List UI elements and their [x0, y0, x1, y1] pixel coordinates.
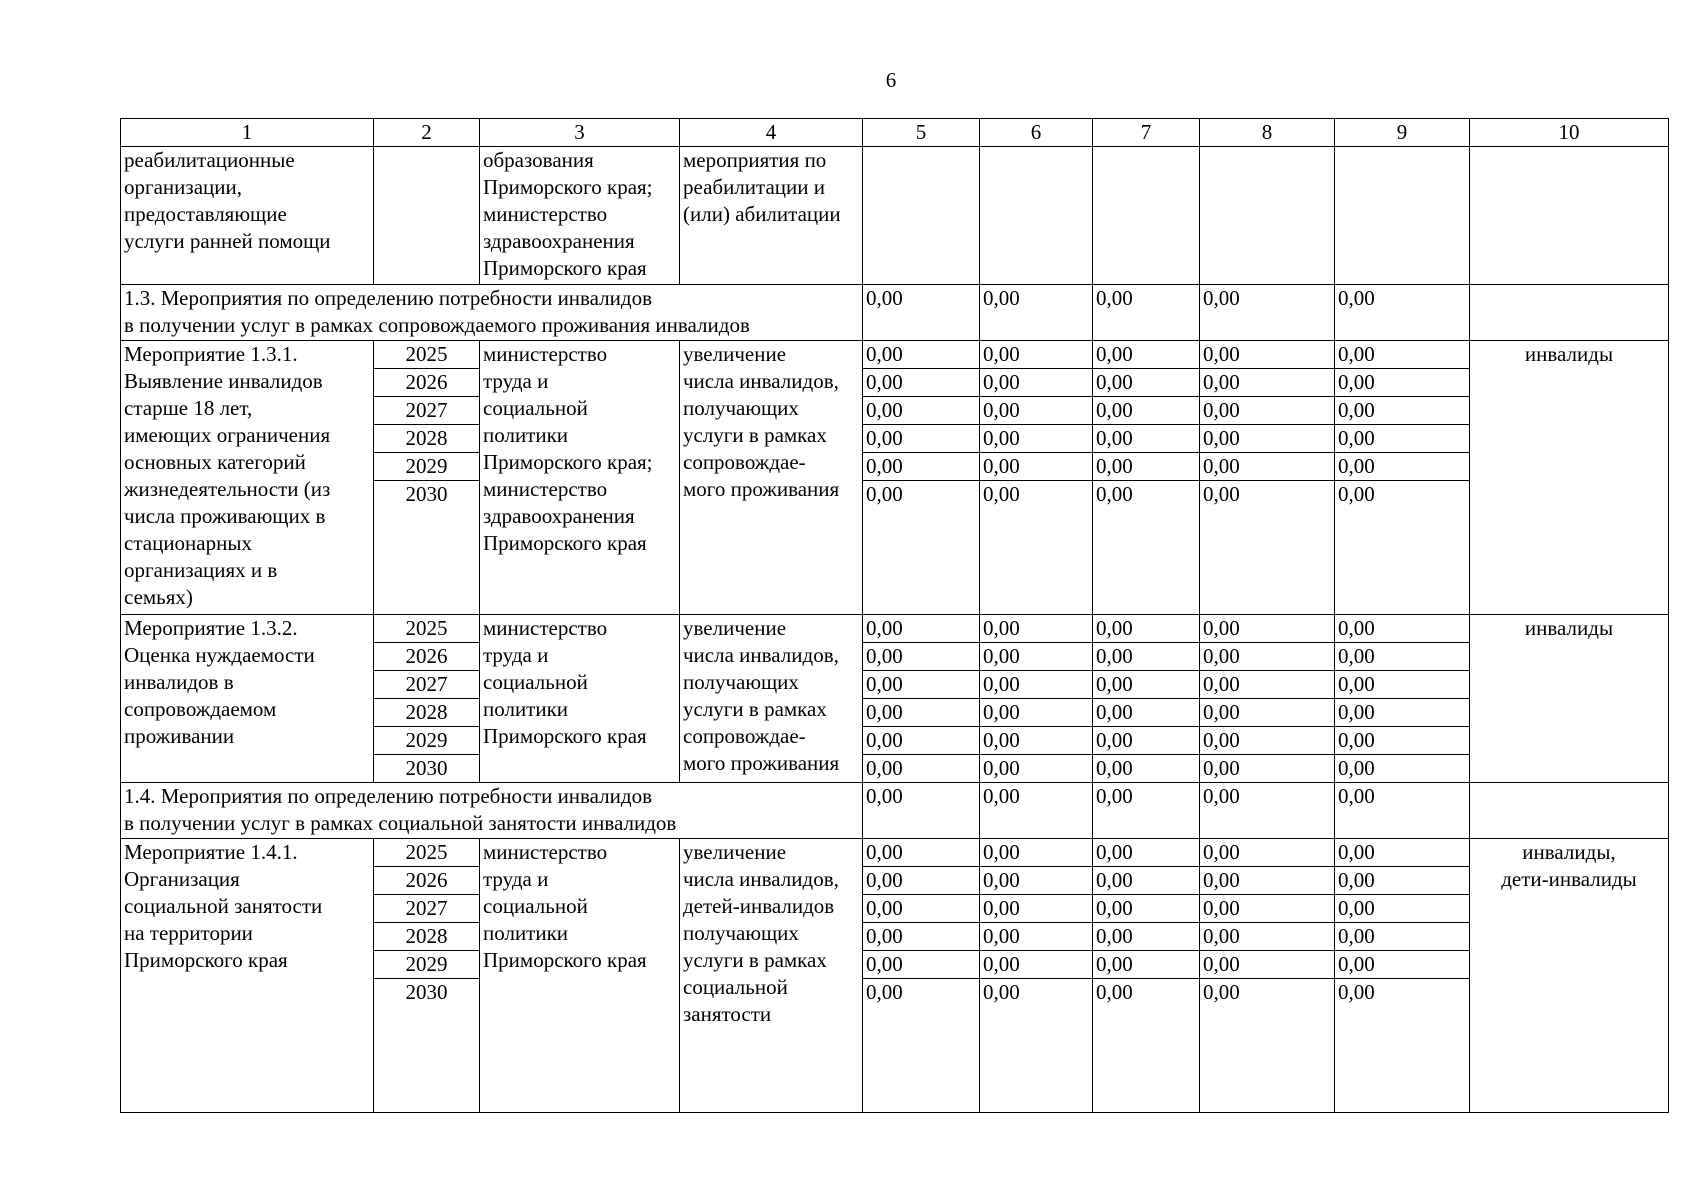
value-cell: 0,00	[863, 699, 980, 727]
year-cell: 2025	[374, 615, 480, 643]
value-cell: 0,00	[980, 643, 1093, 671]
value-cell: 0,00	[863, 839, 980, 867]
year-cell: 2030	[374, 481, 480, 615]
header-cell: 4	[680, 119, 863, 147]
value-cell: 0,00	[863, 615, 980, 643]
header-cell: 1	[121, 119, 374, 147]
value-cell: 0,00	[980, 951, 1093, 979]
header-cell: 8	[1200, 119, 1335, 147]
value-cell: 0,00	[1200, 671, 1335, 699]
value-cell: 0,00	[1335, 615, 1470, 643]
value-cell: 0,00	[980, 615, 1093, 643]
value-cell: 0,00	[1335, 453, 1470, 481]
value-cell: 0,00	[1200, 341, 1335, 369]
value-cell: 0,00	[1093, 755, 1200, 783]
header-cell: 2	[374, 119, 480, 147]
value-cell: 0,00	[980, 671, 1093, 699]
value-cell: 0,00	[1335, 481, 1470, 615]
year-cell: 2028	[374, 699, 480, 727]
value-cell: 0,00	[1093, 867, 1200, 895]
page-number: 6	[885, 68, 897, 92]
empty-cell	[1200, 147, 1335, 285]
value-cell: 0,00	[1200, 783, 1335, 839]
year-cell: 2026	[374, 643, 480, 671]
year-cell: 2025	[374, 341, 480, 369]
value-cell: 0,00	[980, 699, 1093, 727]
value-cell: 0,00	[863, 727, 980, 755]
value-cell: 0,00	[1093, 895, 1200, 923]
value-cell: 0,00	[1335, 671, 1470, 699]
value-cell: 0,00	[1335, 923, 1470, 951]
value-cell: 0,00	[1200, 643, 1335, 671]
year-cell: 2027	[374, 397, 480, 425]
value-cell: 0,00	[1200, 839, 1335, 867]
year-cell: 2029	[374, 951, 480, 979]
value-cell: 0,00	[980, 783, 1093, 839]
value-cell: 0,00	[863, 369, 980, 397]
value-cell: 0,00	[1093, 923, 1200, 951]
measure-executor: министерство труда и социальной политики Приморского края	[480, 615, 680, 783]
value-cell: 0,00	[1200, 285, 1335, 341]
value-cell: 0,00	[1093, 341, 1200, 369]
value-cell: 0,00	[863, 979, 980, 1113]
value-cell: 0,00	[863, 453, 980, 481]
value-cell: 0,00	[863, 895, 980, 923]
measure-target: инвалиды, дети-инвалиды	[1470, 839, 1669, 1113]
value-cell: 0,00	[1200, 369, 1335, 397]
value-cell: 0,00	[863, 341, 980, 369]
value-cell: 0,00	[1093, 369, 1200, 397]
measure-target: инвалиды	[1470, 341, 1669, 615]
value-cell: 0,00	[1200, 895, 1335, 923]
value-cell: 0,00	[1335, 867, 1470, 895]
value-cell: 0,00	[863, 425, 980, 453]
section-title: 1.3. Мероприятия по определению потребности инвалидов в получении услуг в рамках сопровождаемого проживания инвалидов	[121, 285, 863, 341]
value-cell: 0,00	[1200, 867, 1335, 895]
header-cell: 9	[1335, 119, 1470, 147]
value-cell: 0,00	[980, 341, 1093, 369]
value-cell: 0,00	[980, 923, 1093, 951]
empty-cell	[1470, 285, 1669, 341]
value-cell: 0,00	[1335, 643, 1470, 671]
year-cell: 2030	[374, 755, 480, 783]
value-cell: 0,00	[1200, 755, 1335, 783]
value-cell: 0,00	[1093, 285, 1200, 341]
measure-executor: министерство труда и социальной политики Приморского края; министерство здравоохранения Приморского края	[480, 341, 680, 615]
section-title: 1.4. Мероприятия по определению потребности инвалидов в получении услуг в рамках социальной занятости инвалидов	[121, 783, 863, 839]
value-cell: 0,00	[863, 783, 980, 839]
empty-cell	[374, 147, 480, 285]
value-cell: 0,00	[1335, 755, 1470, 783]
year-cell: 2027	[374, 671, 480, 699]
empty-cell	[1093, 147, 1200, 285]
value-cell: 0,00	[980, 839, 1093, 867]
value-cell: 0,00	[1200, 699, 1335, 727]
value-cell: 0,00	[1093, 671, 1200, 699]
value-cell: 0,00	[1335, 895, 1470, 923]
empty-cell	[863, 147, 980, 285]
value-cell: 0,00	[863, 643, 980, 671]
continuation-row	[121, 147, 1669, 285]
value-cell: 0,00	[863, 755, 980, 783]
value-cell: 0,00	[980, 369, 1093, 397]
value-cell: 0,00	[1200, 397, 1335, 425]
header-cell: 10	[1470, 119, 1669, 147]
value-cell: 0,00	[980, 727, 1093, 755]
value-cell: 0,00	[980, 481, 1093, 615]
value-cell: 0,00	[1093, 783, 1200, 839]
value-cell: 0,00	[1335, 839, 1470, 867]
measure-target: инвалиды	[1470, 615, 1669, 783]
empty-cell	[980, 147, 1093, 285]
empty-cell	[1335, 147, 1470, 285]
header-cell: 5	[863, 119, 980, 147]
value-cell: 0,00	[1335, 369, 1470, 397]
value-cell: 0,00	[1335, 783, 1470, 839]
value-cell: 0,00	[1200, 727, 1335, 755]
value-cell: 0,00	[980, 755, 1093, 783]
value-cell: 0,00	[1093, 453, 1200, 481]
value-cell: 0,00	[980, 867, 1093, 895]
value-cell: 0,00	[863, 923, 980, 951]
continuation-name: реабилитационные организации, предоставляющие услуги ранней помощи	[121, 147, 374, 285]
value-cell: 0,00	[980, 285, 1093, 341]
empty-cell	[1470, 783, 1669, 839]
value-cell: 0,00	[980, 979, 1093, 1113]
value-cell: 0,00	[1093, 643, 1200, 671]
value-cell: 0,00	[1093, 979, 1200, 1113]
value-cell: 0,00	[863, 285, 980, 341]
value-cell: 0,00	[980, 895, 1093, 923]
year-cell: 2026	[374, 867, 480, 895]
continuation-executor: образования Приморского края; министерство здравоохранения Приморского края	[480, 147, 680, 285]
value-cell: 0,00	[863, 671, 980, 699]
value-cell: 0,00	[1093, 615, 1200, 643]
empty-cell	[1470, 147, 1669, 285]
value-cell: 0,00	[1200, 951, 1335, 979]
section-row-1-3	[121, 285, 1669, 341]
measure-executor: министерство труда и социальной политики Приморского края	[480, 839, 680, 1113]
measure-result: увеличение числа инвалидов, получающих услуги в рамках сопровождае- мого проживания	[680, 615, 863, 783]
value-cell: 0,00	[1093, 951, 1200, 979]
program-table	[120, 118, 1669, 1113]
section-row-1-4	[121, 783, 1669, 839]
year-cell: 2029	[374, 453, 480, 481]
value-cell: 0,00	[1093, 699, 1200, 727]
measure-name: Мероприятие 1.3.2. Оценка нуждаемости инвалидов в сопровождаемом проживании	[121, 615, 374, 783]
value-cell: 0,00	[1093, 481, 1200, 615]
value-cell: 0,00	[1335, 341, 1470, 369]
continuation-result: мероприятия по реабилитации и (или) абилитации	[680, 147, 863, 285]
year-cell: 2025	[374, 839, 480, 867]
value-cell: 0,00	[863, 867, 980, 895]
value-cell: 0,00	[1200, 979, 1335, 1113]
year-cell: 2026	[374, 369, 480, 397]
value-cell: 0,00	[863, 481, 980, 615]
header-cell: 7	[1093, 119, 1200, 147]
value-cell: 0,00	[863, 951, 980, 979]
value-cell: 0,00	[1093, 839, 1200, 867]
value-cell: 0,00	[1093, 727, 1200, 755]
value-cell: 0,00	[1335, 699, 1470, 727]
value-cell: 0,00	[1200, 615, 1335, 643]
year-cell: 2028	[374, 923, 480, 951]
value-cell: 0,00	[1335, 727, 1470, 755]
measure-name: Мероприятие 1.3.1. Выявление инвалидов старше 18 лет, имеющих ограничения основных категорий жизнедеятельности (из числа проживающих в стационарных организациях и в семьях)	[121, 341, 374, 615]
measure-result: увеличение числа инвалидов, детей-инвалидов получающих услуги в рамках социальной занятости	[680, 839, 863, 1113]
year-cell: 2027	[374, 895, 480, 923]
value-cell: 0,00	[1335, 979, 1470, 1113]
value-cell: 0,00	[1200, 453, 1335, 481]
header-row	[121, 119, 1669, 147]
value-cell: 0,00	[980, 425, 1093, 453]
year-cell: 2029	[374, 727, 480, 755]
value-cell: 0,00	[1200, 425, 1335, 453]
value-cell: 0,00	[1093, 425, 1200, 453]
table-row	[121, 341, 1669, 369]
value-cell: 0,00	[1200, 923, 1335, 951]
header-cell: 3	[480, 119, 680, 147]
value-cell: 0,00	[980, 397, 1093, 425]
table-row	[121, 615, 1669, 643]
table-row	[121, 839, 1669, 867]
year-cell: 2028	[374, 425, 480, 453]
header-cell: 6	[980, 119, 1093, 147]
value-cell: 0,00	[1335, 285, 1470, 341]
measure-result: увеличение числа инвалидов, получающих услуги в рамках сопровождае- мого проживания	[680, 341, 863, 615]
value-cell: 0,00	[980, 453, 1093, 481]
value-cell: 0,00	[863, 397, 980, 425]
value-cell: 0,00	[1335, 397, 1470, 425]
value-cell: 0,00	[1335, 425, 1470, 453]
value-cell: 0,00	[1335, 951, 1470, 979]
year-cell: 2030	[374, 979, 480, 1113]
measure-name: Мероприятие 1.4.1. Организация социальной занятости на территории Приморского края	[121, 839, 374, 1113]
value-cell: 0,00	[1200, 481, 1335, 615]
value-cell: 0,00	[1093, 397, 1200, 425]
